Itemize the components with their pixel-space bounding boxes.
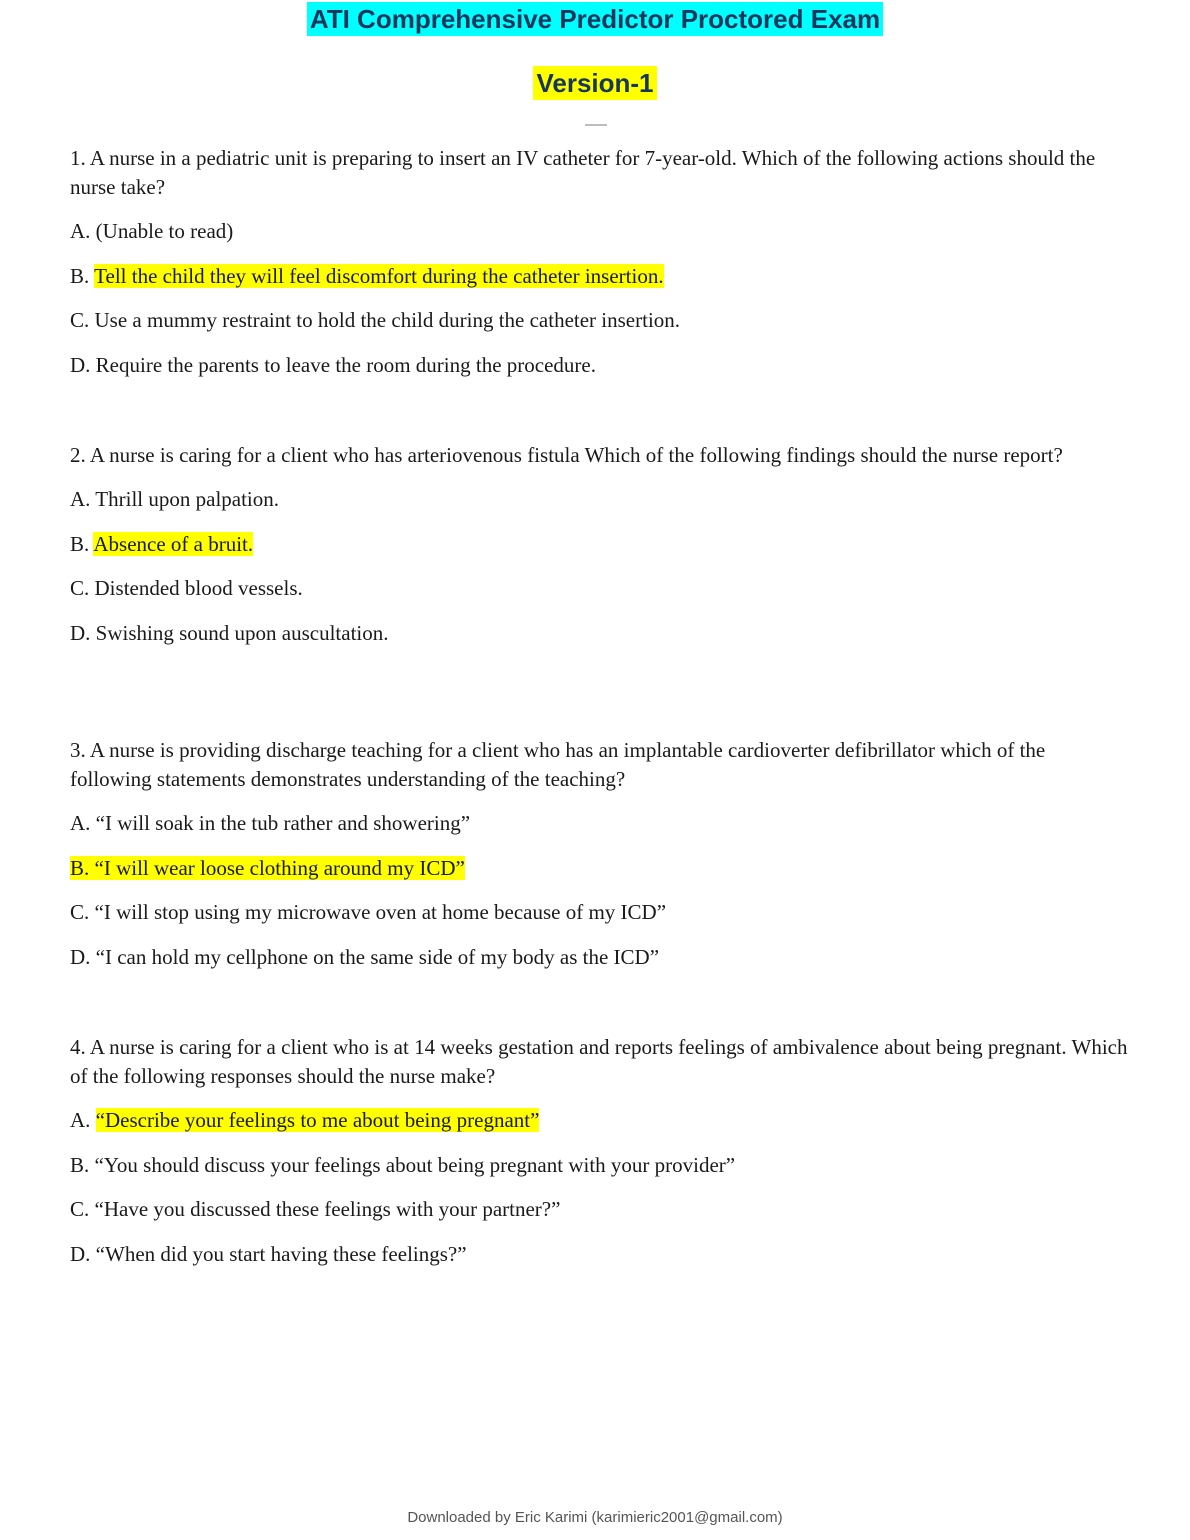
option-prefix: B. — [70, 1152, 95, 1177]
question-1 — [70, 144, 1130, 380]
option-prefix: A. — [70, 1108, 96, 1132]
option-text: (Unable to read) — [95, 219, 234, 243]
option-text: Require the parents to leave the room during the procedure. — [95, 352, 596, 377]
option-prefix: D. — [70, 352, 96, 377]
option-b — [70, 1151, 1130, 1181]
option-c — [70, 1195, 1130, 1225]
option-prefix: B. — [70, 263, 95, 288]
document-title: ATI Comprehensive Predictor Proctored Exam — [307, 2, 883, 36]
question-stem: 2. A nurse is caring for a client who has arteriovenous fistula Which of the following findings should the nurse report? — [70, 443, 1063, 467]
option-text: Swishing sound upon auscultation. — [95, 620, 389, 645]
option-c — [70, 898, 1130, 928]
option-prefix: A. — [70, 219, 96, 243]
option-d — [70, 1240, 1130, 1270]
option-text: “You should discuss your feelings about being pregnant with your provider” — [94, 1152, 736, 1177]
option-prefix: A. — [70, 811, 96, 835]
option-a — [70, 217, 1130, 247]
option-a — [70, 485, 1130, 515]
version-label: Version-1 — [533, 66, 656, 100]
highlighted-answer: “Describe your feelings to me about being pregnant” — [95, 1108, 540, 1132]
option-prefix: C. — [70, 576, 95, 600]
option-c — [70, 306, 1130, 336]
option-text: “I will soak in the tub rather and showering” — [95, 811, 471, 835]
highlighted-answer — [70, 856, 465, 880]
divider-mark — [585, 124, 607, 126]
option-text: “I will wear loose clothing around my ICD” — [94, 855, 465, 880]
option-text: Distended blood vessels. — [94, 576, 303, 600]
option-d — [70, 619, 1130, 649]
highlighted-answer: Absence of a bruit. — [93, 531, 254, 556]
option-b-answer — [70, 530, 1130, 560]
option-d — [70, 943, 1130, 973]
option-text: “When did you start having these feelings?” — [95, 1241, 467, 1266]
question-stem: 4. A nurse is caring for a client who is at 14 weeks gestation and reports feelings of ambivalence about being pregnant. Which of the following responses should the nurse make? — [70, 1035, 1128, 1088]
option-prefix: C. — [70, 1197, 95, 1221]
option-prefix: A. — [70, 487, 96, 511]
option-text: “I will stop using my microwave oven at home because of my ICD” — [94, 900, 667, 924]
option-text: “Have you discussed these feelings with your partner?” — [94, 1197, 561, 1221]
option-text: Thrill upon palpation. — [95, 487, 280, 511]
option-c — [70, 574, 1130, 604]
question-3 — [70, 736, 1130, 972]
question-4 — [70, 1033, 1130, 1269]
option-d — [70, 351, 1130, 381]
option-a — [70, 809, 1130, 839]
option-a-answer — [70, 1106, 1130, 1136]
option-prefix: D. — [70, 944, 96, 969]
question-stem: 3. A nurse is providing discharge teaching for a client who has an implantable cardioverter defibrillator which of the following statements demonstrates understanding of the teaching? — [70, 738, 1046, 791]
option-text: Use a mummy restraint to hold the child during the catheter insertion. — [94, 308, 681, 332]
download-footer: Downloaded by Eric Karimi (karimieric2001@gmail.com) — [407, 1509, 783, 1526]
option-prefix: B. — [70, 531, 94, 556]
question-2 — [70, 441, 1130, 648]
highlighted-answer: Tell the child they will feel discomfort during the catheter insertion. — [94, 263, 664, 288]
title-container — [0, 2, 1190, 36]
option-text: “I can hold my cellphone on the same side of my body as the ICD” — [95, 944, 660, 969]
option-b-answer — [70, 262, 1130, 292]
option-prefix: C. — [70, 900, 95, 924]
version-container — [0, 66, 1190, 100]
option-prefix: D. — [70, 620, 96, 645]
option-prefix: B. — [70, 855, 95, 880]
question-stem: 1. A nurse in a pediatric unit is preparing to insert an IV catheter for 7-year-old. Which of the following actions should the nurse take? — [70, 146, 1096, 199]
option-prefix: C. — [70, 308, 95, 332]
option-prefix: D. — [70, 1241, 96, 1266]
option-b-answer — [70, 854, 1130, 884]
